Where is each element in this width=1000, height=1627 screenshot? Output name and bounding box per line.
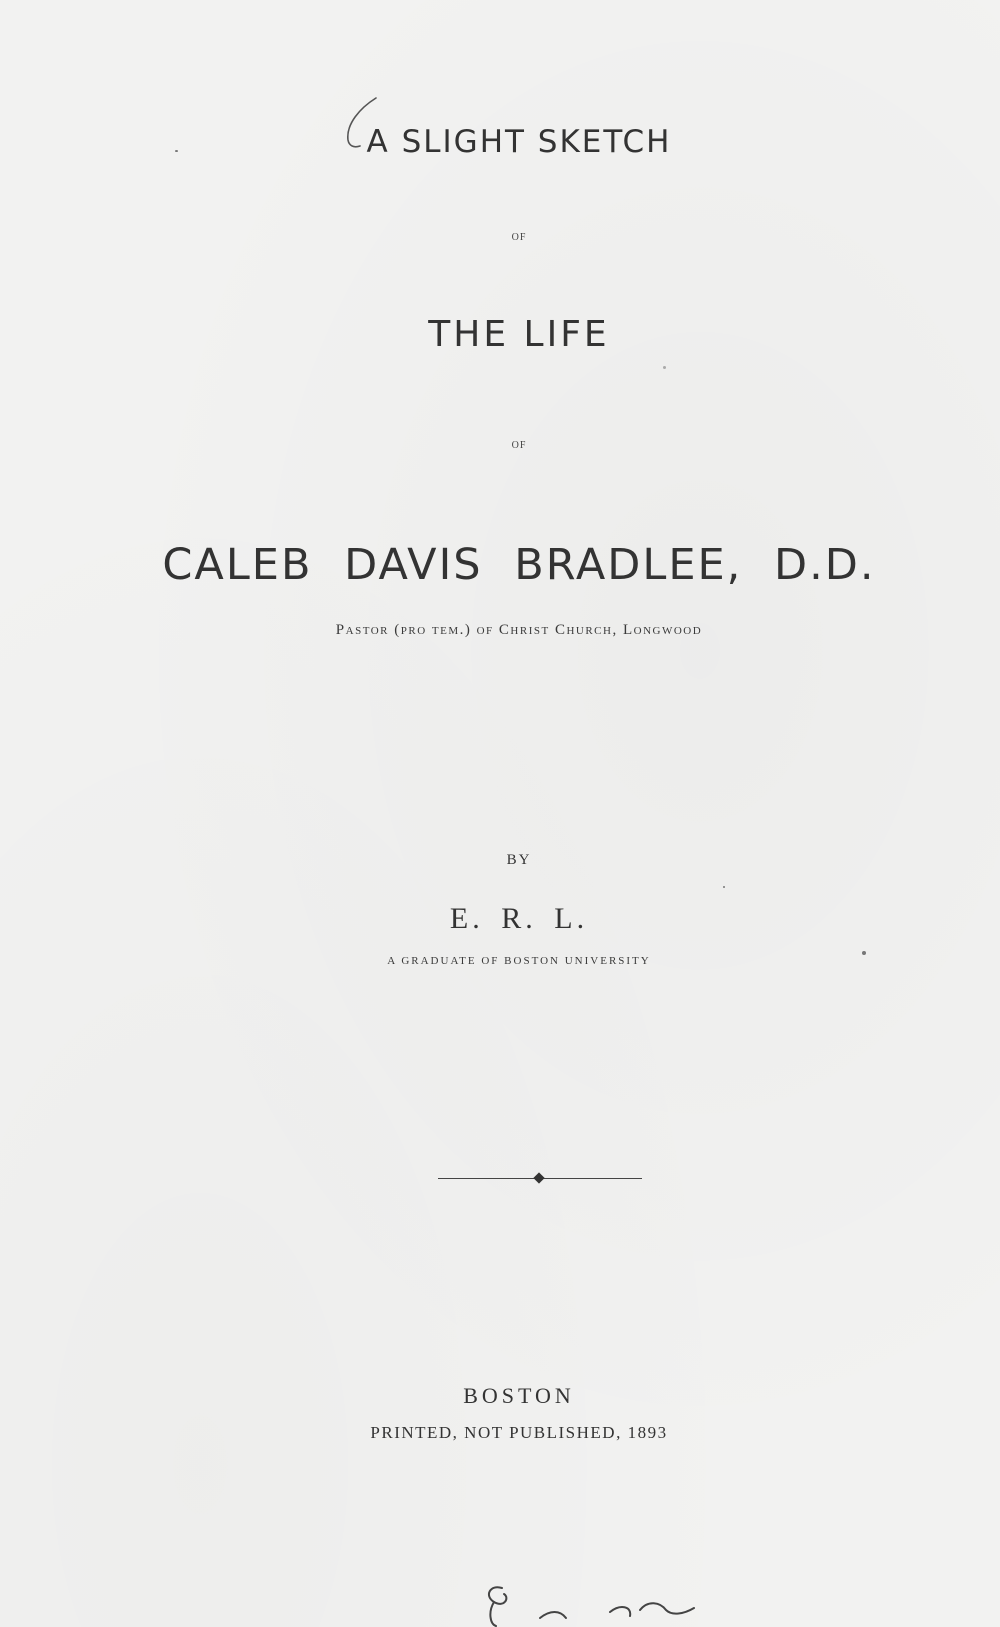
- handwritten-inscription: [480, 1580, 740, 1627]
- title-line-1: A SLIGHT SKETCH: [366, 124, 672, 160]
- author-affiliation: A GRADUATE OF BOSTON UNIVERSITY: [387, 955, 651, 967]
- paper-speck: [862, 951, 866, 955]
- imprint-note: PRINTED, NOT PUBLISHED, 1893: [370, 1423, 668, 1442]
- paper-speck: [663, 366, 666, 369]
- imprint-place: BOSTON: [463, 1383, 575, 1408]
- byline-by: BY: [506, 852, 532, 868]
- author-initials: E. R. L.: [449, 902, 589, 935]
- subject-subtitle: Pastor (pro tem.) of Christ Church, Longwood: [335, 622, 703, 638]
- title-connector-of-2: OF: [511, 440, 527, 451]
- rule-diamond-ornament: [533, 1172, 544, 1183]
- subject-name: CALEB DAVIS BRADLEE, D.D.: [162, 540, 876, 590]
- title-line-2: THE LIFE: [428, 314, 610, 355]
- title-connector-of-1: OF: [511, 232, 527, 243]
- paper-speck: [723, 886, 725, 888]
- paper-speck: [175, 150, 178, 152]
